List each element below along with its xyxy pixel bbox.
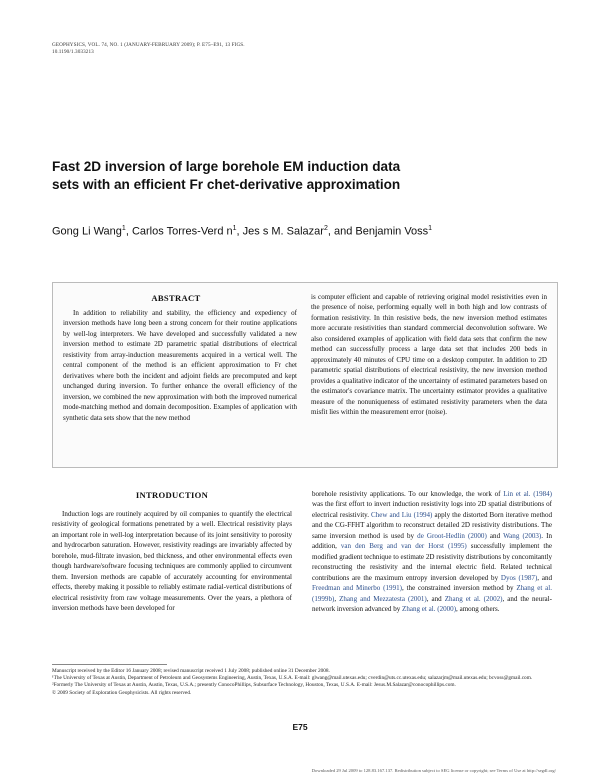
author-name: Carlos Torres-Verd n xyxy=(131,225,233,238)
author-name: Jes s M. Salazar xyxy=(242,225,324,238)
introduction-left-column: Induction logs are routinely acquired by oil companies to quantify the electrical resistivity of geological formations penetrated by a well. Electrical resistivity plays an important role in well-log interpretation because of its joint sensitivity to porosity and hydrocarbon saturation. However, resistivity readings are invariably affected by borehole, mud-filtrate invasion, bed thickness, and other environmental effects even though hardware/software focusing techniques are commonly applied to circumvent them. Inversion methods are capable of accurately accounting for environmental effects, thereby making it possible to reliably estimate radial-vertical distributions of electrical resistivity from raw voltage measurements. Over the years, a plethora of inversion methods have been developed for xyxy=(52,510,292,613)
citation-link[interactable]: Zhang and Mezzatesta (2001) xyxy=(339,594,427,603)
body-text: , among others. xyxy=(456,604,500,613)
author-separator: , xyxy=(125,225,132,238)
abstract-heading: ABSTRACT xyxy=(151,293,201,303)
citation-link[interactable]: Chew and Liu (1994) xyxy=(371,510,433,519)
body-text: borehole resistivity applications. To our knowledge, the work of xyxy=(312,490,504,498)
journal-header xyxy=(52,42,372,56)
author-name: Gong Li Wang xyxy=(52,225,122,238)
citation-link[interactable]: de Groot-Hedlin (2000) xyxy=(417,531,487,540)
author-affiliation: 1 xyxy=(121,225,126,232)
introduction-heading: INTRODUCTION xyxy=(135,490,209,500)
body-text: , and xyxy=(537,573,552,582)
author-separator: , xyxy=(236,225,243,238)
abstract-box xyxy=(52,282,558,468)
body-text: apply the distorted Born iterative method and the CG-FFHT algorithm to reconstruct detailed 2D resistivity distributions. The same inversion method is used by xyxy=(312,510,552,540)
author-list xyxy=(52,225,552,238)
author-affiliation: 1 xyxy=(232,225,237,232)
footnotes xyxy=(52,668,556,697)
citation-link[interactable]: Zhang et al. (2000) xyxy=(402,604,457,613)
body-text: , the constrained inversion method by xyxy=(401,584,517,593)
author-affiliation: 1 xyxy=(428,225,433,232)
citation-link[interactable]: Zhang et al. (1999b) xyxy=(312,584,552,603)
title-line-1: Fast 2D inversion of large borehole EM induction data xyxy=(52,159,401,174)
citation-link[interactable]: van den Berg and van der Horst (1995) xyxy=(340,542,467,551)
abstract-right-column: is computer efficient and capable of retrieving original model resistivities even in the presence of noise, performing equally well in both high and low contrasts of formation resistivity. In thin resistive beds, the new inversion method estimates more accurate resistivities than standard commercial deconvolution software. We also considered examples of application with field data sets that confirm the new method can successfully process a large data set that includes 200 beds in approximately 40 minutes of CPU time on a desktop computer. In addition to 2D parametric spatial distributions of electrical resistivity, the new inversion method provides a qualitative indicator of the uncertainty of estimated parameters based on the estimator's covariance matrix. The uncertainty estimator provides a qualitative measure of the nonuniqueness of estimated resistivity parameters when the data misfit lies within the measurement error (noise). xyxy=(311,293,547,416)
body-text: and xyxy=(486,531,504,540)
page-number: E75 xyxy=(292,722,308,732)
footnote-divider xyxy=(52,664,167,665)
body-text: , xyxy=(334,594,340,603)
citation-link[interactable]: Zhang et al. (2002) xyxy=(444,594,503,603)
citation-link[interactable]: Wang (2003) xyxy=(503,531,542,540)
author-name: Benjamin Voss xyxy=(355,225,429,238)
affiliation-footnote-1: ¹The University of Texas at Austin, Department of Petroleum and Geosystems Engineering, Austin, Texas, U.S.A. E-mail: glwang@mail.utexas.edu; cverdin@uts.cc.utexas.edu; salazarjm@mail.utexas.edu; bcvoss@gmail.com. xyxy=(52,675,533,682)
body-text: successfully implement the modified gradient technique to estimate 2D resistivity distributions by concomitantly reconstructing the resistivity and the internal electric field. Related technical contributions are the maximum entropy inversion developed by xyxy=(312,542,553,582)
abstract-left-column: In addition to reliability and stability, the efficiency and expediency of inversion methods have long been a strong concern for their routine applications by well-log interpreters. We have developed and successfully validated a new inversion method to estimate 2D parametric spatial distributions of electrical resistivity from array-induction measurements acquired in a vertical well. The central component of the method is an efficient approximation to Fr chet derivatives where both the incident and adjoint fields are precomputed and kept unchanged during inversion. To further enhance the overall efficiency of the inversion, we combined the new approximation with both the improved numerical mode-matching method and domain decomposition. Examples of application with synthetic data sets show that the new method xyxy=(63,309,297,422)
body-text: . In addition, xyxy=(312,531,553,551)
paper-title xyxy=(52,158,492,194)
copyright-note: © 2009 Society of Exploration Geophysicists. All rights reserved. xyxy=(52,689,192,696)
body-text: was the first effort to invert induction resistivity logs into 2D spatial distributions of electrical resistivity. xyxy=(312,500,552,519)
received-note: Manuscript received by the Editor 16 January 2008; revised manuscript received 1 July 2008; published online 31 December 2008. xyxy=(52,668,330,674)
body-text: , and xyxy=(426,594,445,603)
citation-link[interactable]: Lin et al. (1984) xyxy=(503,490,552,498)
citation-link[interactable]: Freedman and Minerbo (1991) xyxy=(312,584,402,593)
download-notice: Downloaded 29 Jul 2009 to 128.83.167.137. Redistribution subject to SEG license or copyright; see Terms of Use at http://segdl.org/ xyxy=(311,768,556,773)
author-affiliation: 2 xyxy=(323,225,328,232)
introduction-right-column xyxy=(312,489,552,614)
affiliation-footnote-2: ²Formerly The University of Texas at Austin, Austin, Texas, U.S.A.; presently ConocoPhillips, Subsurface Technology, Houston, Texas, U.S.A. E-mail: Jesus.M.Salazar@conocophillips.com. xyxy=(52,682,456,689)
title-line-2: sets with an efficient Fr chet-derivative approximation xyxy=(52,177,401,192)
doi: 10.1190/1.3033213 xyxy=(52,49,94,55)
journal-citation: GEOPHYSICS, VOL. 74, NO. 1 (JANUARY-FEBRUARY 2009); P. E75–E91, 13 FIGS. xyxy=(52,42,245,48)
author-separator: , and xyxy=(327,225,356,238)
body-text: , and the neural-network inversion advanced by xyxy=(312,594,552,613)
citation-link[interactable]: Dyos (1987) xyxy=(500,573,538,582)
